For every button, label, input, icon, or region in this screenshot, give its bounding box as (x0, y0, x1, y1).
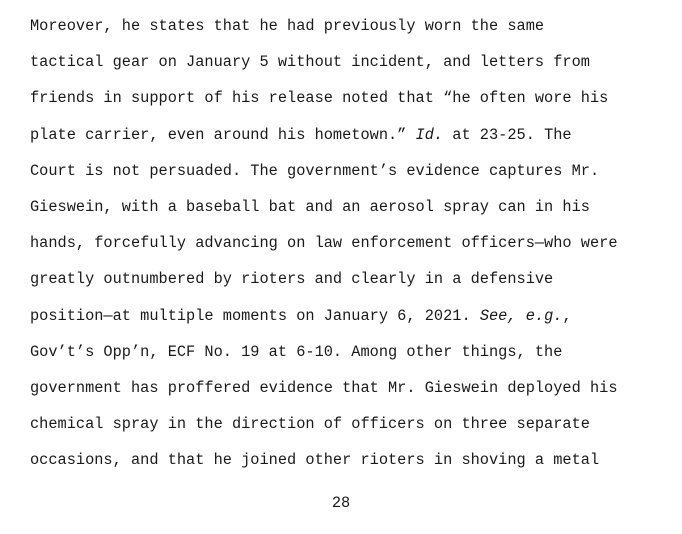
text-line (30, 231, 670, 267)
text-segment: greatly outnumbered by rioters and clearly in a defensive (30, 270, 554, 289)
text-line (30, 50, 670, 86)
text-line (30, 267, 670, 303)
text-segment: chemical spray in the direction of officers on three separate (30, 415, 590, 434)
text-segment: hands, forcefully advancing on law enforcement officers—who were (30, 234, 618, 253)
body-text (30, 14, 670, 484)
text-line (30, 14, 670, 50)
text-segment: friends in support of his release noted that “he often wore his (30, 89, 609, 108)
text-segment: at 23-25. The (443, 125, 572, 144)
text-segment: , (562, 306, 572, 325)
text-line (30, 195, 670, 231)
text-line (30, 123, 670, 159)
text-segment: Gov’t’s Opp’n, ECF No. 19 at 6-10. Among other things, the (30, 342, 563, 361)
citation-italic: Id. (415, 125, 444, 144)
text-segment: tactical gear on January 5 without incident, and letters from (30, 53, 590, 72)
citation-italic: See, e.g. (479, 306, 563, 325)
text-line (30, 412, 670, 448)
text-segment: Court is not persuaded. The government’s evidence captures Mr. (30, 161, 600, 180)
text-segment: plate carrier, even around his hometown.” (30, 125, 416, 144)
text-segment: occasions, and that he joined other rioters in shoving a metal (30, 451, 600, 470)
text-line (30, 448, 670, 484)
text-segment: government has proffered evidence that Mr. Gieswein deployed his (30, 378, 618, 397)
text-line (30, 86, 670, 122)
text-line (30, 376, 670, 412)
text-segment: position—at multiple moments on January 6, 2021. (30, 306, 480, 325)
text-line (30, 304, 670, 340)
text-segment: Gieswein, with a baseball bat and an aerosol spray can in his (30, 197, 590, 216)
text-line (30, 159, 670, 195)
page-number: 28 (331, 494, 351, 512)
text-line (30, 340, 670, 376)
text-segment: Moreover, he states that he had previously worn the same (30, 17, 545, 35)
